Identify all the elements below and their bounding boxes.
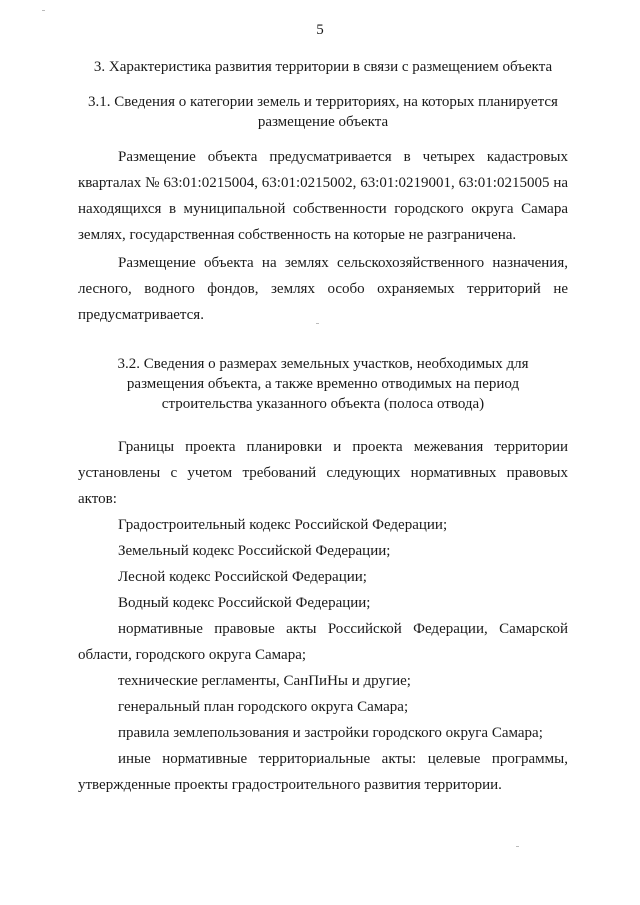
- list-item: Земельный кодекс Российской Федерации;: [118, 543, 391, 559]
- scan-mark: [516, 846, 519, 847]
- scan-mark: [42, 10, 45, 11]
- list-item: иные нормативные территориальные акты: целевые программы, утвержденные проекты градостроительного развития территории.: [78, 751, 568, 793]
- document-body: [78, 56, 568, 798]
- section-heading: 3. Характеристика развития территории в связи с размещением объекта: [93, 59, 553, 75]
- list-item: правила землепользования и застройки городского округа Самара;: [118, 725, 543, 741]
- list-item: Водный кодекс Российской Федерации;: [118, 595, 371, 611]
- list-item: технические регламенты, СанПиНы и другие;: [118, 673, 411, 689]
- paragraph: Границы проекта планировки и проекта межевания территории установлены с учетом требований следующих нормативных правовых актов:: [78, 439, 568, 507]
- list-item: нормативные правовые акты Российской Федерации, Самарской области, городского округа Самара;: [78, 621, 568, 663]
- subsection-heading-3-2: 3.2. Сведения о размерах земельных участков, необходимых для размещения объекта, а также временно отводимых на период строительства указанного объекта (полоса отвода): [117, 356, 529, 412]
- list-item: Градостроительный кодекс Российской Федерации;: [118, 517, 448, 533]
- list-item: Лесной кодекс Российской Федерации;: [118, 569, 367, 585]
- page-number: 5: [316, 22, 324, 38]
- legal-acts-list: [78, 512, 568, 798]
- subsection-heading-3-1: 3.1. Сведения о категории земель и территориях, на которых планируется размещение объекта: [88, 94, 558, 130]
- list-item: генеральный план городского округа Самара;: [118, 699, 409, 715]
- paragraph: Размещение объекта на землях сельскохозяйственного назначения, лесного, водного фондов, землях особо охраняемых территорий не предусматривается.: [78, 255, 568, 323]
- paragraph: Размещение объекта предусматривается в четырех кадастровых кварталах № 63:01:0215004, 63:01:0215002, 63:01:0219001, 63:01:0215005 на находящихся в муниципальной собственности городского округа Самара землях, государственная собственность на которые не разграничена.: [78, 149, 568, 243]
